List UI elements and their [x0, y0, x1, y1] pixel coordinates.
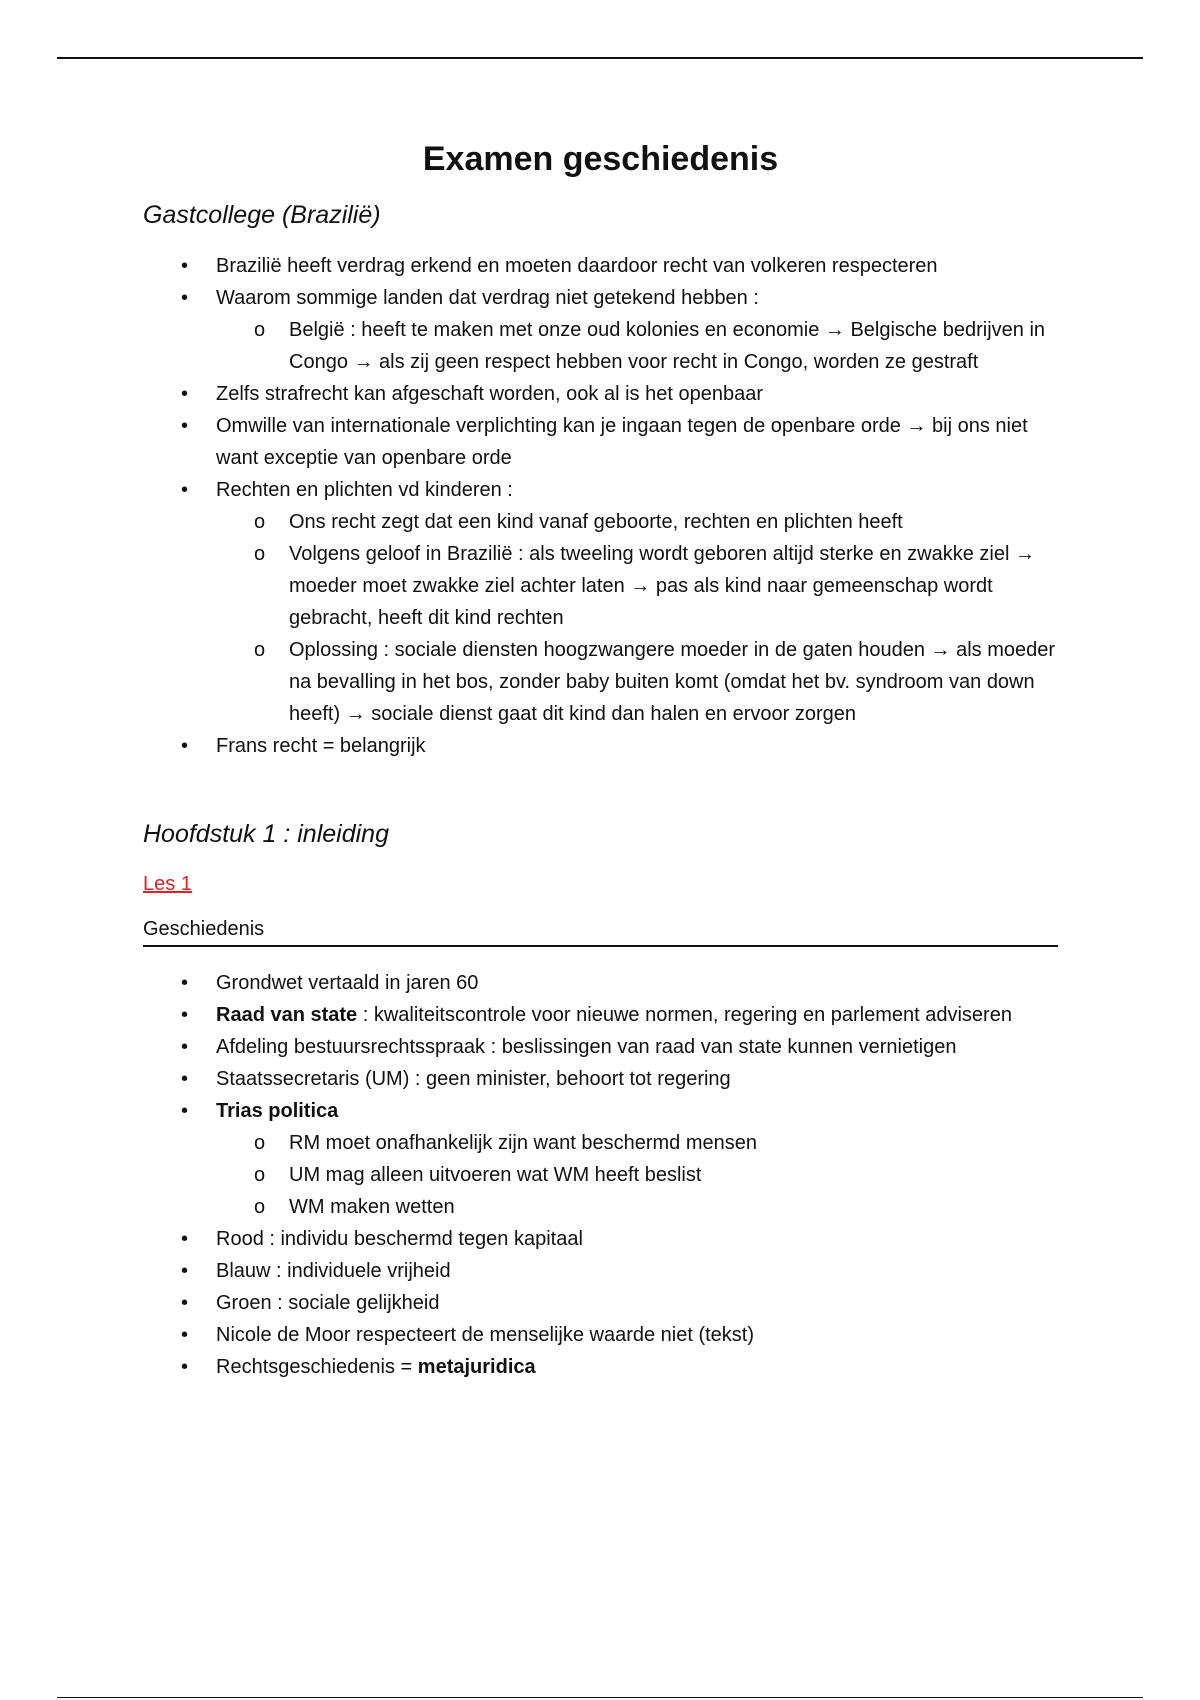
sub-list-item: o België : heeft te maken met onze oud kolonies en economie → Belgische bedrijven in Congo → als zij geen respect hebben voor recht in Congo, worden ze gestraft: [254, 319, 1046, 373]
list-item: • Brazilië heeft verdrag erkend en moeten daardoor recht van volkeren respecteren: [181, 255, 938, 277]
list-item: • Staatssecretaris (UM) : geen minister, behoort tot regering: [181, 1068, 731, 1090]
list-item: • Waarom sommige landen dat verdrag niet getekend hebben : o België : heeft te maken met onze oud kolonies en economie → Belgische bedrijven in Congo → als zij geen respect hebben voor recht in Congo, worden ze gestraft: [143, 282, 1058, 378]
sub-list-item: o Ons recht zegt dat een kind vanaf geboorte, rechten en plichten heeft: [254, 511, 903, 533]
sub-list-item: o Oplossing : sociale diensten hoogzwangere moeder in de gaten houden → als moeder na bevalling in het bos, zonder baby buiten komt (omdat het bv. syndroom van down heeft) → sociale dienst gaat dit kind dan halen en ervoor zorgen: [254, 639, 1056, 725]
list-item: • Omwille van internationale verplichting kan je ingaan tegen de openbare orde → bij ons niet want exceptie van openbare orde: [181, 415, 1028, 469]
page-title: Examen geschiedenis: [422, 140, 779, 178]
sub-list: [216, 314, 1058, 378]
section-heading-hoofdstuk-1: Hoofdstuk 1 : inleiding: [143, 820, 389, 848]
list-item: • Rood : individu beschermd tegen kapitaal: [181, 1228, 583, 1250]
bottom-rule: [57, 1697, 1143, 1698]
list-item: • Rechtsgeschiedenis = metajuridica: [181, 1356, 536, 1378]
top-rule: [57, 57, 1143, 59]
sub-list-item: o Volgens geloof in Brazilië : als tweeling wordt geboren altijd sterke en zwakke ziel → moeder moet zwakke ziel achter laten → pas als kind naar gemeenschap wordt gebracht, heeft dit kind rechten: [254, 543, 1035, 629]
list-item: • Trias politica o RM moet onafhankelijk zijn want beschermd mensen o UM mag alleen uitvoeren wat WM heeft beslist o WM maken wetten: [143, 1095, 1058, 1223]
list-item: • Grondwet vertaald in jaren 60: [181, 972, 479, 994]
list-item: • Frans recht = belangrijk: [181, 735, 426, 757]
list-item: • Blauw : individuele vrijheid: [181, 1260, 451, 1282]
list-item: • Rechten en plichten vd kinderen : o Ons recht zegt dat een kind vanaf geboorte, rechten en plichten heeft o Volgens geloof in Brazilië : als tweeling wordt geboren altijd sterke en zwakke ziel → moeder moet zwakke ziel achter laten → pas als kind naar gemeenschap wordt gebracht, heeft dit kind rechten o Oplossing : sociale diensten hoogzwangere moeder in de gaten houden → als moeder na bevalling in het bos, zonder baby buiten komt (omdat het bv. syndroom van down heeft) → sociale dienst gaat dit kind dan halen en ervoor zorgen: [143, 474, 1058, 730]
gastcollege-list: [143, 250, 1058, 762]
subheading-geschiedenis: Geschiedenis: [143, 918, 1058, 947]
sub-list: [216, 506, 1058, 730]
geschiedenis-list: [143, 967, 1058, 1383]
document-body: [143, 140, 1058, 1383]
list-item: • Groen : sociale gelijkheid: [181, 1292, 440, 1314]
sub-list: [216, 1127, 1058, 1223]
list-item: • Nicole de Moor respecteert de menselijke waarde niet (tekst): [181, 1324, 755, 1346]
les-1-link[interactable]: Les 1: [143, 873, 192, 895]
list-item: • Raad van state : kwaliteitscontrole voor nieuwe normen, regering en parlement adviseren: [181, 1004, 1012, 1026]
list-item: • Afdeling bestuursrechtsspraak : beslissingen van raad van state kunnen vernietigen: [181, 1036, 957, 1058]
sub-list-item: o RM moet onafhankelijk zijn want beschermd mensen: [254, 1132, 757, 1154]
sub-list-item: o WM maken wetten: [254, 1196, 455, 1218]
sub-list-item: o UM mag alleen uitvoeren wat WM heeft beslist: [254, 1164, 702, 1186]
section-heading-gastcollege: Gastcollege (Brazilië): [143, 201, 381, 229]
list-item: • Zelfs strafrecht kan afgeschaft worden, ook al is het openbaar: [181, 383, 763, 405]
